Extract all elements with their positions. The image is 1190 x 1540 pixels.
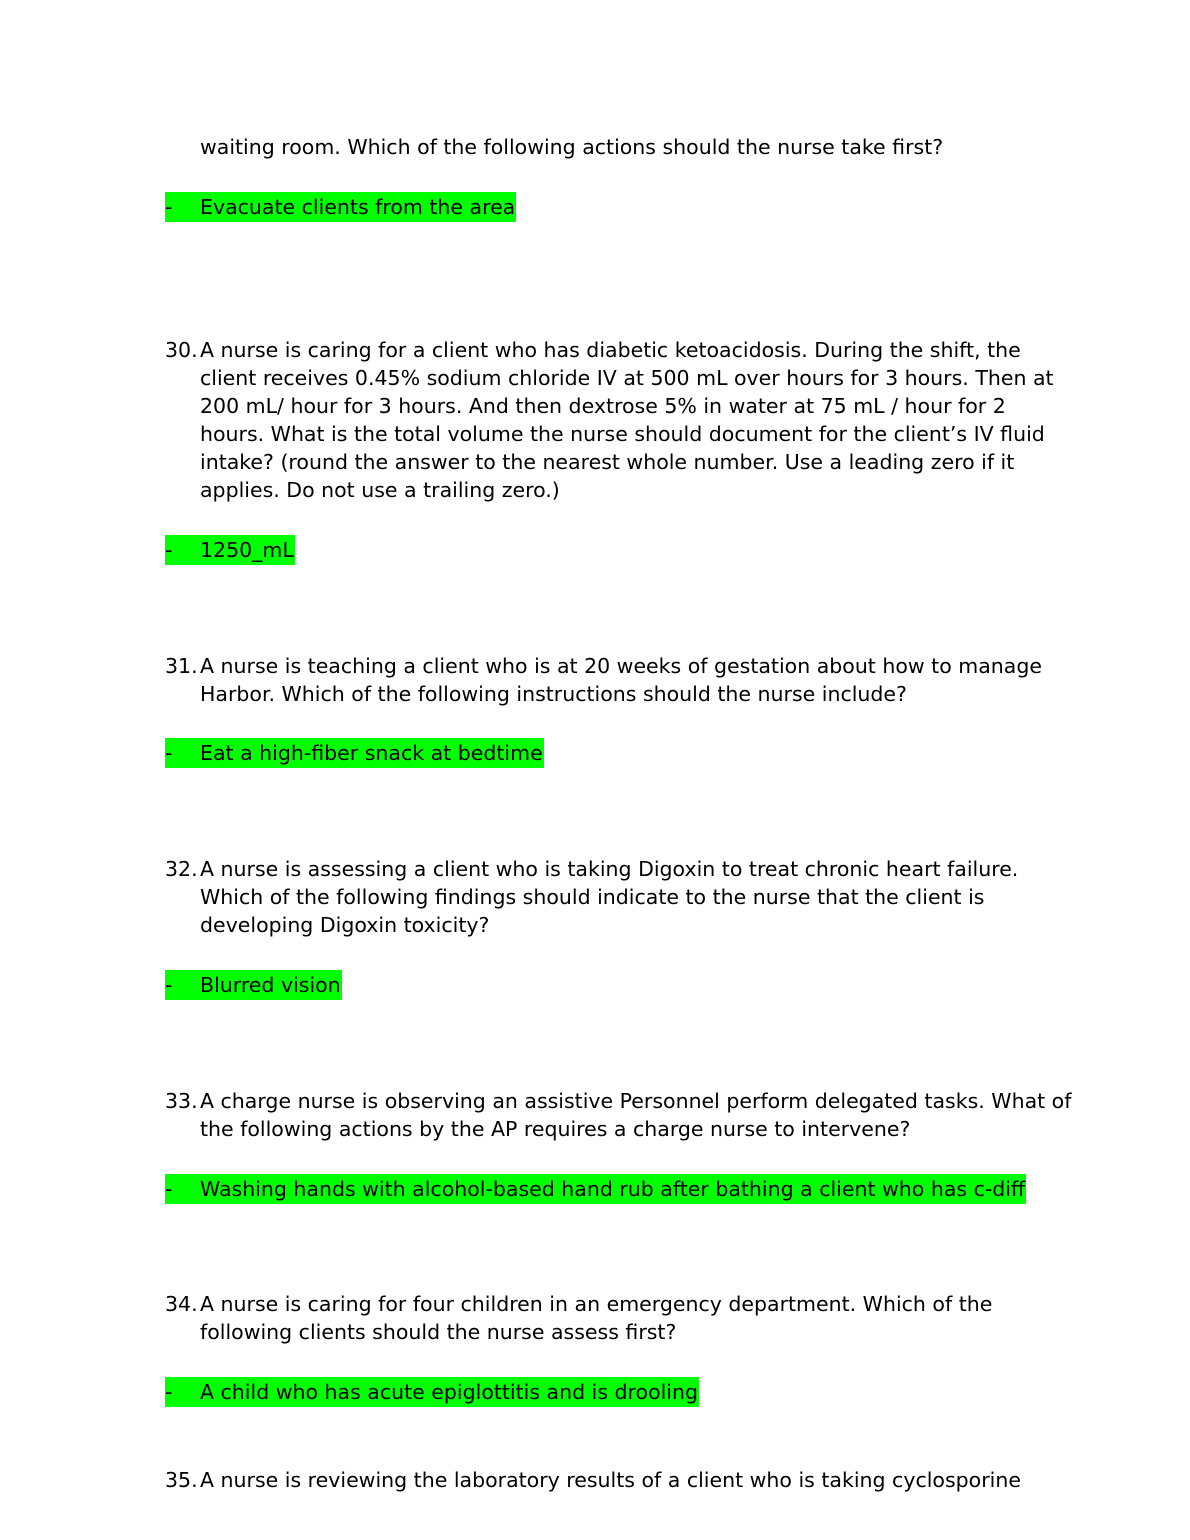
question-number: 33. bbox=[165, 1089, 198, 1113]
question-item bbox=[165, 1290, 1075, 1346]
answer-highlight bbox=[165, 192, 516, 222]
answer-text: 1250_mL bbox=[200, 538, 294, 562]
question-text: A nurse is teaching a client who is at 20 weeks of gestation about how to manage Harbor. Which of the following instructions should the nurse include? bbox=[200, 654, 1042, 706]
question-number: 31. bbox=[165, 654, 198, 678]
answer-highlight bbox=[165, 1174, 1026, 1204]
question-number: 32. bbox=[165, 857, 198, 881]
answer-highlight bbox=[165, 970, 342, 1000]
answer-text: Eat a high-fiber snack at bedtime bbox=[200, 741, 543, 765]
question-item bbox=[165, 1087, 1075, 1143]
answer-marker: - bbox=[165, 973, 173, 997]
answer-marker: - bbox=[165, 1380, 173, 1404]
question-number: 30. bbox=[165, 338, 198, 362]
answer-marker: - bbox=[165, 741, 173, 765]
answer-text: Blurred vision bbox=[200, 973, 341, 997]
question-item bbox=[165, 855, 1075, 939]
question-number: 35. bbox=[165, 1468, 198, 1492]
answer-highlight bbox=[165, 535, 295, 565]
question-item bbox=[165, 652, 1075, 708]
answer-text: A child who has acute epiglottitis and is drooling bbox=[200, 1380, 699, 1404]
answer-marker: - bbox=[165, 1177, 173, 1201]
question-text: A nurse is caring for four children in an emergency department. Which of the following clients should the nurse assess first? bbox=[200, 1292, 993, 1344]
answer-text: Washing hands with alcohol-based hand rub after bathing a client who has c-diff bbox=[200, 1177, 1026, 1201]
question-item bbox=[165, 336, 1075, 504]
answer-highlight bbox=[165, 1377, 699, 1407]
question-text: A charge nurse is observing an assistive Personnel perform delegated tasks. What of the following actions by the AP requires a charge nurse to intervene? bbox=[200, 1089, 1072, 1141]
question-number: 34. bbox=[165, 1292, 198, 1316]
answer-highlight bbox=[165, 738, 544, 768]
question-item bbox=[165, 1466, 1075, 1494]
answer-text: Evacuate clients from the area bbox=[200, 195, 516, 219]
answer-marker: - bbox=[165, 538, 173, 562]
question-text: A nurse is assessing a client who is taking Digoxin to treat chronic heart failure. Which of the following findings should indicate to the nurse that the client is developing Digoxin toxicity? bbox=[200, 857, 1019, 937]
question-continuation-text: waiting room. Which of the following actions should the nurse take first? bbox=[200, 135, 944, 159]
question-text: A nurse is reviewing the laboratory results of a client who is taking cyclosporine bbox=[200, 1468, 1021, 1492]
question-text: A nurse is caring for a client who has diabetic ketoacidosis. During the shift, the client receives 0.45% sodium chloride IV at 500 mL over hours for 3 hours. Then at 200 mL/ hour for 3 hours. And then dextrose 5% in water at 75 mL / hour for 2 hours. What is the total volume the nurse should document for the client’s IV fluid intake? (round the answer to the nearest whole number. Use a leading zero if it applies. Do not use a trailing zero.) bbox=[200, 338, 1054, 502]
answer-marker: - bbox=[165, 195, 173, 219]
